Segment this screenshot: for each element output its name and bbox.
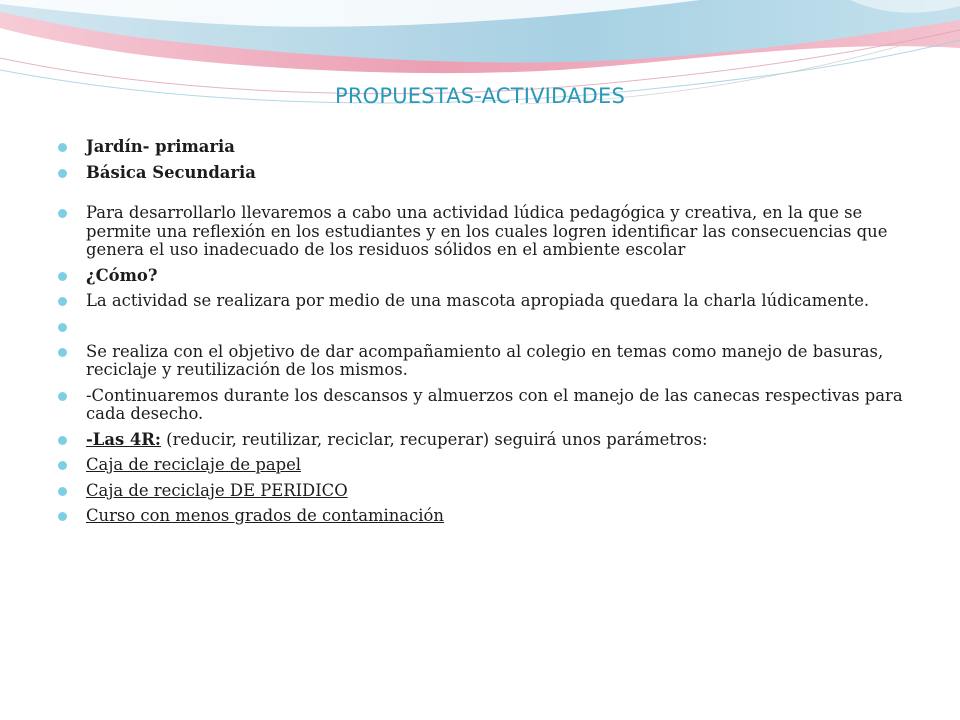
bullet-text: -Continuaremos durante los descansos y almuerzos con el manejo de las canecas respectivas para cada desecho. [86, 385, 903, 423]
bullet-lead: -Las 4R: [86, 429, 161, 449]
bullet-text: Caja de reciclaje DE PERIDICO [86, 480, 348, 500]
bullet-text: Jardín- primaria [86, 137, 235, 156]
bullet-text: ¿Cómo? [86, 265, 158, 285]
bullet-item-empty [58, 318, 910, 336]
bullet-dot-icon [58, 348, 67, 357]
bullet-text: Básica Secundaria [86, 162, 256, 182]
bullet-item [58, 204, 910, 260]
bullet-text: Curso con menos grados de contaminación [86, 506, 444, 525]
bullet-item [58, 507, 910, 526]
bullet-dot-icon [58, 461, 67, 470]
bullet-item [58, 456, 910, 475]
bullet-text: Para desarrollarlo llevaremos a cabo una actividad lúdica pedagógica y creativa, en la que se permite una reflexión en los estudiantes y en los cuales logren identificar las consecuencias que genera el uso inadecuado de los residuos sólidos en el ambiente escolar [86, 203, 888, 259]
slide-title: PROPUESTAS-ACTIVIDADES [334, 84, 625, 108]
bullet-item [58, 138, 910, 157]
bullet-dot-icon [58, 169, 67, 178]
bullet-text: Se realiza con el objetivo de dar acompañamiento al colegio en temas como manejo de basuras, reciclaje y reutilización de los mismos. [86, 341, 884, 379]
bullet-list [58, 138, 910, 533]
bullet-dot-icon [58, 323, 67, 332]
bullet-dot-icon [58, 297, 67, 306]
bullet-item [58, 267, 910, 286]
bullet-dot-icon [58, 512, 67, 521]
bullet-dot-icon [58, 209, 67, 218]
bullet-item [58, 482, 910, 501]
bullet-item [58, 292, 910, 311]
bullet-dot-icon [58, 436, 67, 445]
bullet-item [58, 431, 910, 450]
bullet-item [58, 387, 910, 424]
bullet-text: (reducir, reutilizar, reciclar, recuperar) seguirá unos parámetros: [160, 429, 708, 449]
bullet-item [58, 343, 910, 380]
bullet-dot-icon [58, 487, 67, 496]
bullet-text: Caja de reciclaje de papel [86, 455, 302, 474]
bullet-text: La actividad se realizara por medio de una mascota apropiada quedara la charla lúdicamente. [86, 291, 870, 310]
bullet-dot-icon [58, 272, 67, 281]
bullet-dot-icon [58, 392, 67, 401]
bullet-item [58, 164, 910, 183]
bullet-dot-icon [58, 143, 67, 152]
